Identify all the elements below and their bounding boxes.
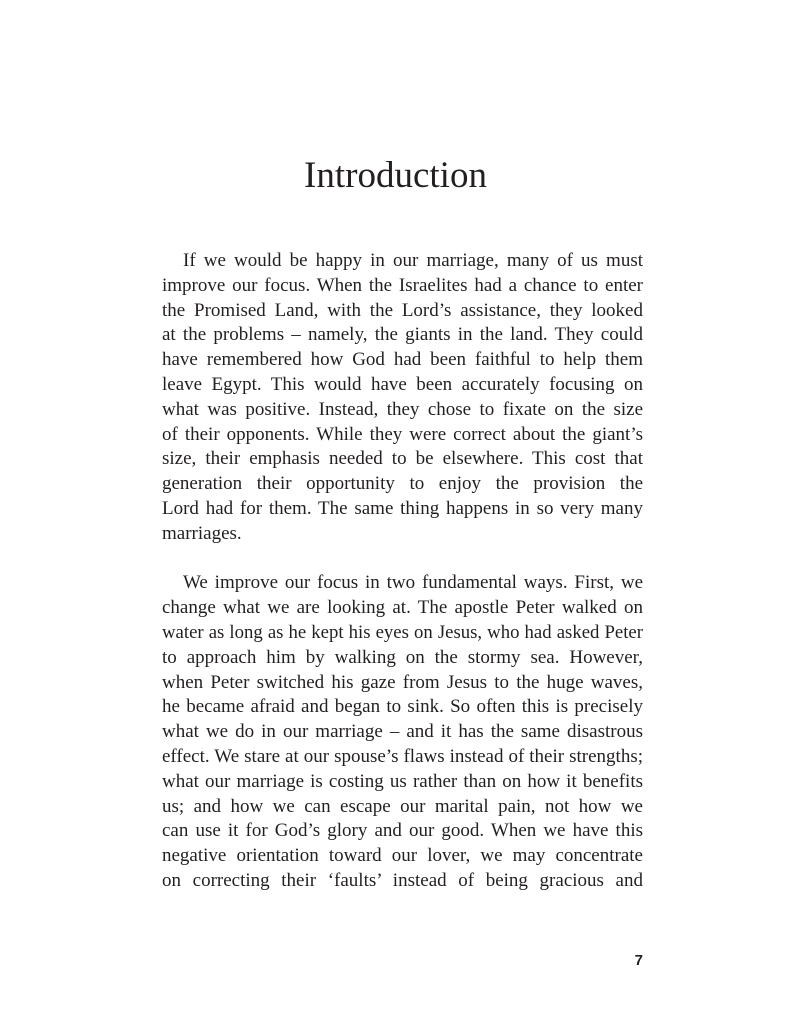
text-line: leave Egypt. This would have been accurately focusing on [162,373,643,395]
text-line: to approach him by walking on the stormy sea. However, [162,646,643,668]
text-line: effect. We stare at our spouse’s flaws instead of their strengths; [162,745,643,767]
text-line: generation their opportunity to enjoy the provision the [162,473,643,495]
text-line: have remembered how God had been faithful to help them [162,349,643,371]
chapter-title: Introduction [304,155,487,196]
body-text [162,249,643,894]
text-line: If we would be happy in our marriage, many of us must [183,250,643,271]
text-line: improve our focus. When the Israelites had a chance to enter [162,274,643,296]
paragraph-1 [162,249,643,547]
text-line: when Peter switched his gaze from Jesus to the huge waves, [162,671,643,693]
text-line: what was positive. Instead, they chose to fixate on the size [162,398,643,420]
text-line: negative orientation toward our lover, we may concentrate [162,845,643,867]
paragraph-2 [162,571,643,893]
text-line: size, their emphasis needed to be elsewhere. This cost that [162,448,643,470]
text-line: can use it for God’s glory and our good. When we have this [162,820,643,842]
text-line: he became afraid and began to sink. So often this is precisely [162,696,643,718]
text-line: change what we are looking at. The apostle Peter walked on [162,597,643,619]
text-line: We improve our focus in two fundamental ways. First, we [183,572,643,594]
page-number: 7 [634,952,643,969]
text-line: on correcting their ‘faults’ instead of being gracious and [162,869,643,891]
text-line: of their opponents. While they were correct about the giant’s [162,423,643,445]
text-line: water as long as he kept his eyes on Jesus, who had asked Peter [162,621,643,643]
text-line: us; and how we can escape our marital pain, not how we [162,795,643,817]
text-line: the Promised Land, with the Lord’s assistance, they looked [162,299,643,321]
paragraph-spacer [162,547,643,572]
text-line: marriages. [162,522,242,544]
text-line: at the problems – namely, the giants in the land. They could [162,324,643,346]
text-line: what our marriage is costing us rather than on how it benefits [162,770,643,792]
text-line: Lord had for them. The same thing happens in so very many [162,497,643,519]
text-line: what we do in our marriage – and it has the same disastrous [162,721,643,743]
